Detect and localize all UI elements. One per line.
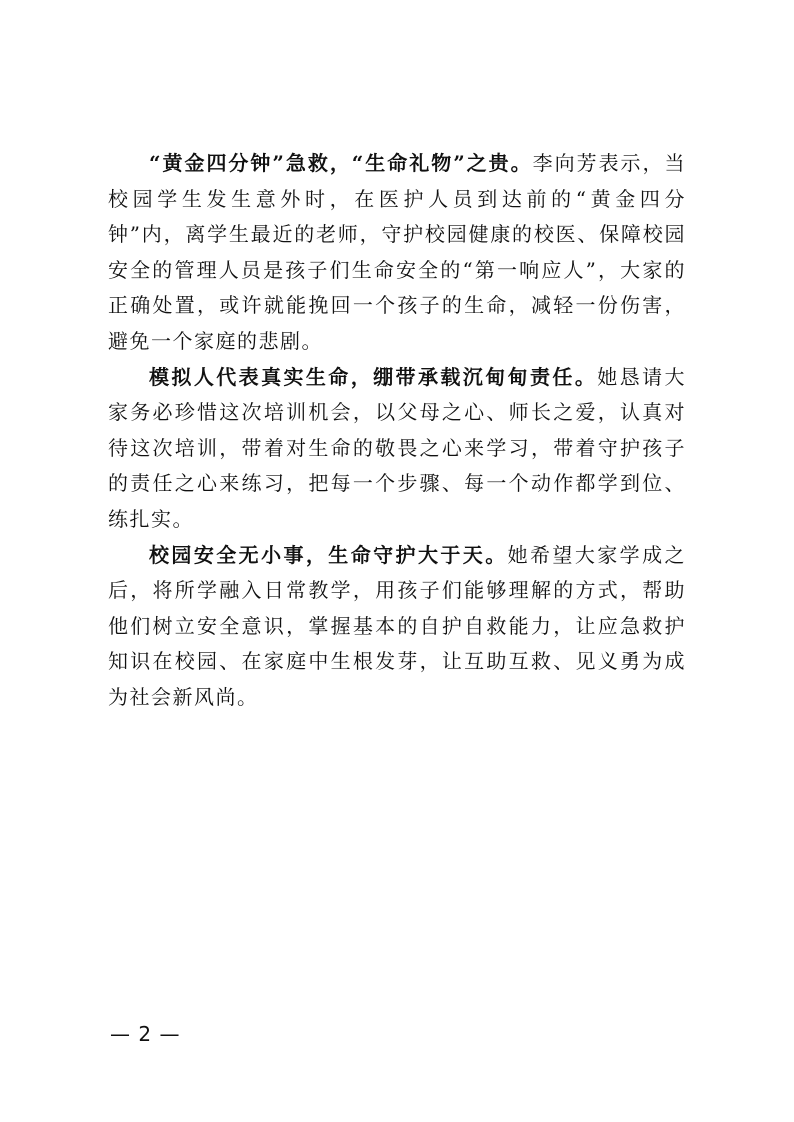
article-body (108, 146, 686, 716)
paragraph-lead: “黄金四分钟”急救，“生命礼物”之贵。 (149, 151, 533, 175)
paragraph-lead: 模拟人代表真实生命，绷带承载沉甸甸责任。 (149, 364, 598, 389)
paragraph-text: 李向芳表示，当校园学生发生意外时，在医护人员到达前的“黄金四分钟”内，离学生最近的老师，守护校园健康的校医、保障校园安全的管理人员是孩子们生命安全的“第一响应人”，大家的正确处置，或许就能挽回一个孩子的生命，减轻一份伤害，避免一个家庭的悲剧。 (108, 151, 687, 353)
paragraph-campus-safety (108, 538, 686, 716)
paragraph-mannequin-responsibility (108, 360, 686, 538)
paragraph-golden-four-minutes (108, 146, 686, 360)
page-number: — 2 — (110, 1022, 181, 1046)
paragraph-text: 她恳请大家务必珍惜这次培训机会，以父母之心、师长之爱，认真对待这次培训，带着对生命的敬畏之心来学习，带着守护孩子的责任之心来练习，把每一个步骤、每一个动作都学到位、练扎实。 (108, 364, 687, 531)
paragraph-text: 她希望大家学成之后，将所学融入日常教学，用孩子们能够理解的方式，帮助他们树立安全意识，掌握基本的自护自救能力，让应急救护知识在校园、在家庭中生根发芽，让互助互救、见义勇为成为社会新风尚。 (108, 542, 687, 709)
paragraph-lead: 校园安全无小事，生命守护大于天。 (149, 542, 508, 567)
